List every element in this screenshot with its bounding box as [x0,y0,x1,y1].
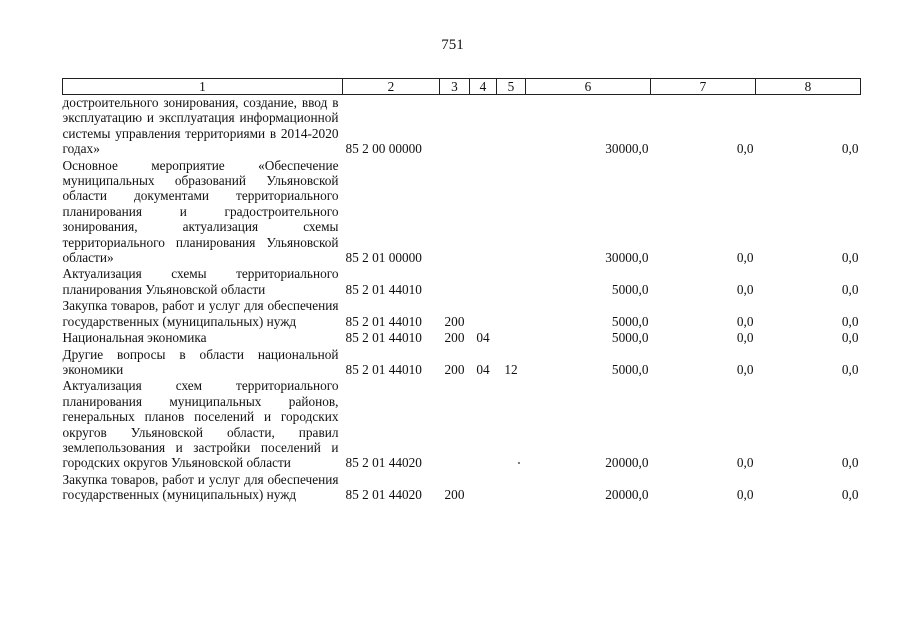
table-row [63,298,861,330]
row-name-cell: Национальная экономика [62,330,207,346]
row-amount-col8-cell: 0,0 [841,361,859,377]
table-row [63,158,861,267]
column-header-5: 5 [497,79,526,95]
table-row [63,330,861,346]
row-amount-col6-cell: 5000,0 [611,313,649,329]
scan-speck [518,462,520,464]
row-amount-col8-cell: 0,0 [841,250,859,266]
row-amount-col7-cell: 0,0 [736,281,754,297]
row-amount-col8-cell: 0,0 [841,141,859,157]
row-name-cell: Закупка товаров, работ и услуг для обеспечения государственных (муниципальных) нужд [62,298,339,329]
page-number: 751 [441,37,464,53]
row-amount-col7-cell: 0,0 [736,330,754,346]
row-expense-type-cell [440,158,470,267]
row-amount-col7-cell: 0,0 [736,361,754,377]
row-subsection-cell [497,298,526,330]
row-subsection-cell [497,95,526,158]
row-name-cell: Другие вопросы в области национальной экономики [62,346,339,377]
column-header-7: 7 [651,79,756,95]
row-subsection-cell [497,158,526,267]
row-amount-col7-cell: 0,0 [736,250,754,266]
row-code-cell: 85 2 01 44010 [345,330,422,346]
row-code-cell: 85 2 01 00000 [345,250,422,266]
row-section-cell [470,95,497,158]
row-name-cell: Основное мероприятие «Обеспечение муниципальных образований Ульяновской области документами территориального планирования и градостроительного зонирования, актуализация схемы территориального планирования Ульяновской области» [62,157,339,266]
row-expense-type-cell [440,95,470,158]
row-section-cell: 04 [476,330,490,346]
column-header-4: 4 [470,79,497,95]
column-header-8: 8 [756,79,861,95]
column-header-1: 1 [63,79,343,95]
row-section-cell [470,266,497,298]
row-subsection-cell [497,472,526,504]
row-name-cell: Закупка товаров, работ и услуг для обеспечения государственных (муниципальных) нужд [62,471,339,503]
row-expense-type-cell: 200 [444,487,465,503]
row-section-cell [470,472,497,504]
row-code-cell: 85 2 01 44020 [345,487,422,503]
column-number-header-row [63,79,861,95]
row-code-cell: 85 2 01 44010 [345,313,422,329]
table-body [63,95,861,504]
row-amount-col6-cell: 20000,0 [605,455,649,471]
table-row [63,472,861,504]
column-header-2: 2 [343,79,440,95]
row-name-cell: достроительного зонирования, создание, ввод в эксплуатацию и эксплуатация информационной системы управления территориями в 2014-2020 годах» [62,95,339,157]
row-amount-col6-cell: 30000,0 [605,141,649,157]
row-amount-col6-cell: 5000,0 [611,330,649,346]
row-amount-col7-cell: 0,0 [736,455,754,471]
row-subsection-cell [497,266,526,298]
row-amount-col8-cell: 0,0 [841,281,859,297]
row-section-cell [470,378,497,471]
row-subsection-cell: 12 [504,361,518,377]
row-amount-col8-cell: 0,0 [841,330,859,346]
table-row [63,347,861,379]
table-row [63,378,861,471]
row-amount-col6-cell: 5000,0 [611,361,649,377]
row-expense-type-cell: 200 [444,313,465,329]
row-code-cell: 85 2 01 44010 [345,281,422,297]
row-amount-col8-cell: 0,0 [841,455,859,471]
budget-table [62,78,861,504]
table-row [63,95,861,158]
row-amount-col8-cell: 0,0 [841,313,859,329]
row-code-cell: 85 2 01 44010 [345,361,422,377]
row-amount-col6-cell: 5000,0 [611,281,649,297]
row-amount-col6-cell: 20000,0 [605,487,649,503]
table-row [63,266,861,298]
row-expense-type-cell: 200 [444,330,465,346]
row-subsection-cell [497,330,526,346]
row-amount-col7-cell: 0,0 [736,313,754,329]
column-header-6: 6 [526,79,651,95]
row-name-cell: Актуализация схемы территориального планирования Ульяновской области [62,266,339,297]
column-header-3: 3 [440,79,470,95]
row-amount-col7-cell: 0,0 [736,141,754,157]
row-name-cell: Актуализация схем территориального планирования муниципальных районов, генеральных планов поселений и городских округов Ульяновской области, правил землепользования и застройки поселений и городских округов Ульяновской области [62,378,339,471]
row-expense-type-cell [440,378,470,471]
row-section-cell: 04 [476,361,490,377]
row-section-cell [470,298,497,330]
row-amount-col6-cell: 30000,0 [605,250,649,266]
row-section-cell [470,158,497,267]
row-code-cell: 85 2 01 44020 [345,455,422,471]
row-expense-type-cell [440,266,470,298]
row-amount-col7-cell: 0,0 [736,487,754,503]
row-expense-type-cell: 200 [444,361,465,377]
row-subsection-cell [497,378,526,471]
row-amount-col8-cell: 0,0 [841,487,859,503]
row-code-cell: 85 2 00 00000 [345,141,422,157]
